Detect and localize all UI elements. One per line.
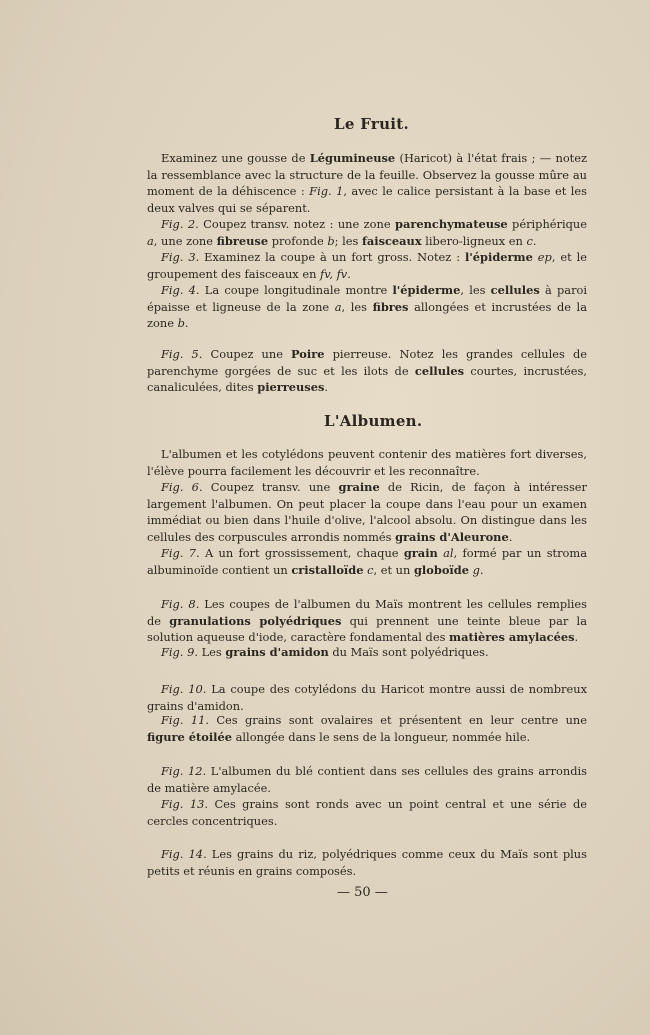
paragraph-fig-2: Fig. 2. Coupez transv. notez : une zone parenchymateuse périphérique a, une zone fibreuse profonde b; les faisceaux libero-ligneux en c. <box>147 217 588 248</box>
paragraph-fig-13: Fig. 13. Ces grains sont ronds avec un point central et une série de cercles concentriques. <box>147 797 588 828</box>
paragraph-fig-7: Fig. 7. A un fort grossissement, chaque grain al, formé par un stroma albuminoïde contient un cristalloïde c, et un globoïde g. <box>147 546 588 577</box>
section-title-fruit: Le Fruit. <box>334 115 410 133</box>
paragraph-fig-11: Fig. 11. Ces grains sont ovalaires et présentent en leur centre une figure étoilée allongée dans le sens de la longueur, nommée hile. <box>147 713 587 744</box>
paragraph-fig-9: Fig. 9. Les grains d'amidon du Maïs sont polyédriques. <box>161 645 489 659</box>
paragraph-fig-3: Fig. 3. Examinez la coupe à un fort gross. Notez : l'épiderme ep, et le groupement des faisceaux en fv, fv. <box>147 250 587 281</box>
paragraph-fig-6: Fig. 6. Coupez transv. une graine de Ricin, de façon à intéresser largement l'albumen. On peut placer la coupe dans l'eau pour un examen immédiat ou bien dans l'huile d'olive, l'alcool absolu. On distingue dans les cellules des corpuscules arrondis nommés grains d'Aleurone. <box>147 480 587 544</box>
paragraph-fruit-1: Examinez une gousse de Légumineuse (Haricot) à l'état frais ; — notez la ressemblance avec la structure de la feuille. Observez la gousse mûre au moment de la déhiscence : Fig. 1, avec le calice persistant à la base et les deux valves qui se séparent. <box>147 151 588 215</box>
section-title-albumen: L'Albumen. <box>324 412 423 430</box>
paragraph-fig-5: Fig. 5. Coupez une Poire pierreuse. Notez les grandes cellules de parenchyme gorgées de suc et les ilots de cellules courtes, incrustées, canaliculées, dites pierreuses. <box>147 347 587 395</box>
paragraph-fig-4: Fig. 4. La coupe longitudinale montre l'épiderme, les cellules à paroi épaisse et ligneuse de la zone a, les fibres allongées et incrustées de la zone b. <box>147 283 588 331</box>
page-number: — 50 — <box>337 885 388 900</box>
paragraph-fig-14: Fig. 14. Les grains du riz, polyédriques comme ceux du Maïs sont plus petits et réunis en grains composés. <box>147 847 587 878</box>
paragraph-albumen-1: L'albumen et les cotylédons peuvent contenir des matières fort diverses, l'élève pourra facilement les découvrir et les reconnaître. <box>147 447 587 478</box>
paragraph-fig-8: Fig. 8. Les coupes de l'albumen du Maïs montrent les cellules remplies de granulations polyédriques qui prennent une teinte bleue par la solution aqueuse d'iode, caractère fondamental des matières amylacées. <box>147 597 587 645</box>
paragraph-fig-12: Fig. 12. L'albumen du blé contient dans ses cellules des grains arrondis de matière amylacée. <box>147 764 587 795</box>
paragraph-fig-10: Fig. 10. La coupe des cotylédons du Haricot montre aussi de nombreux grains d'amidon. <box>147 682 587 713</box>
